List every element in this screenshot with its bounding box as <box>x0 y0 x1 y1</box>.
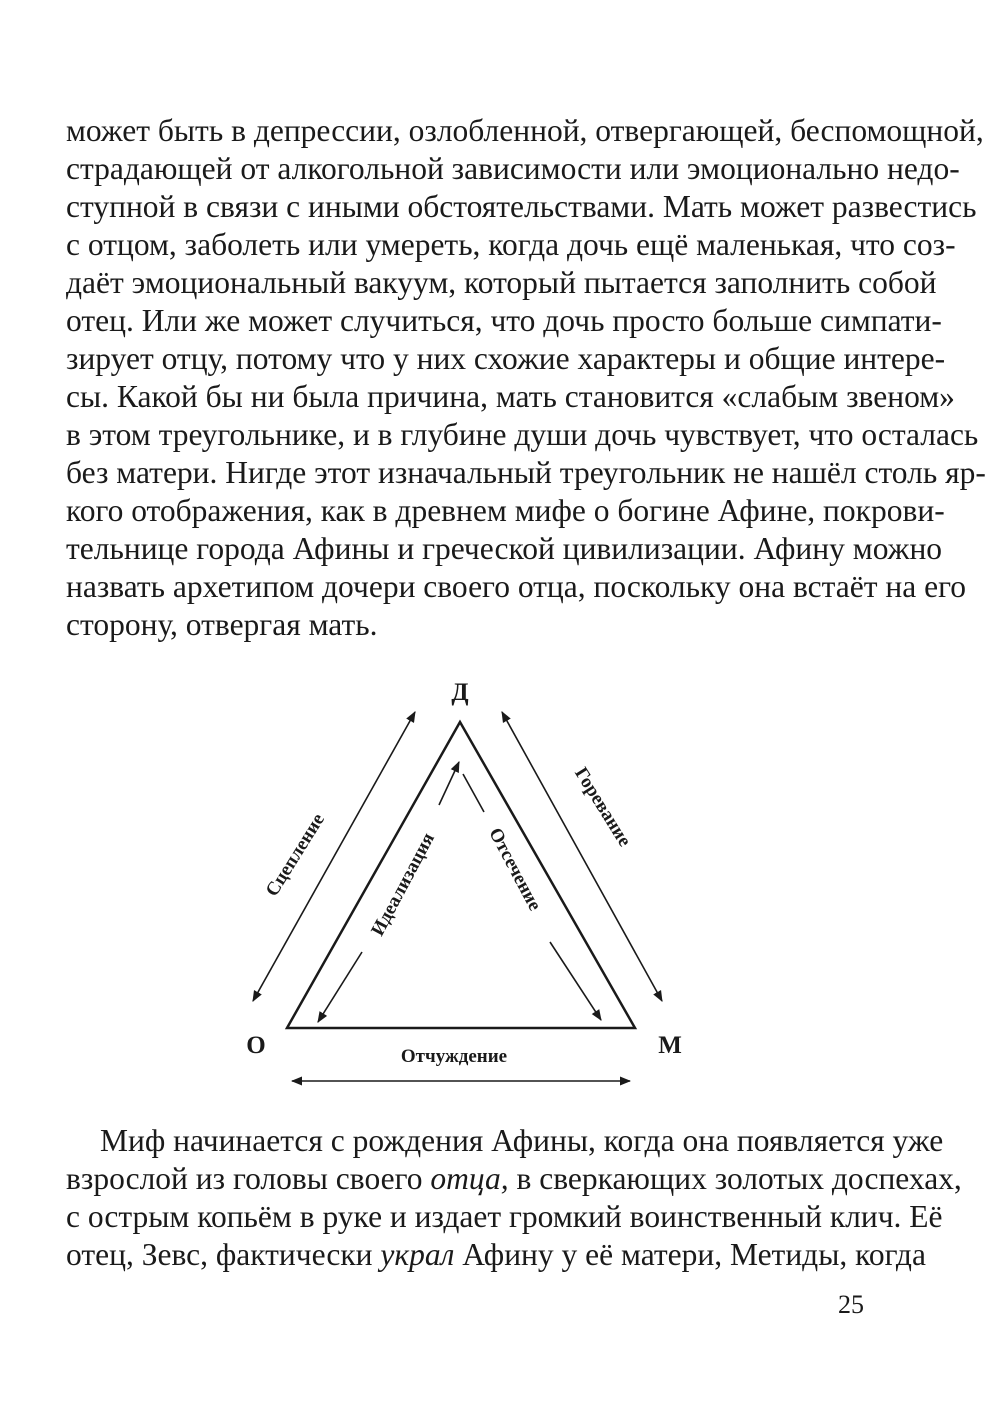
italic-text: отца, <box>430 1161 509 1196</box>
text-line: может быть в депрессии, озлобленной, отвергающей, беспомощной, <box>66 113 984 148</box>
text-line: без матери. Нигде этот изначальный треугольник не нашёл столь яр- <box>66 455 986 490</box>
arrow-left-outer <box>253 712 415 1001</box>
text-line: в этом треугольнике, и в глубине души дочь чувствует, что осталась <box>66 417 979 452</box>
text-line: сы. Какой бы ни была причина, мать становится «слабым звеном» <box>66 379 955 414</box>
edge-label-left-outer: Сцепление <box>261 809 330 901</box>
text-run: отец, Зевс, фактически <box>66 1237 381 1272</box>
italic-text: украл <box>380 1237 455 1272</box>
text-line: с отцом, заболеть или умереть, когда дочь ещё маленькая, что соз- <box>66 227 956 262</box>
text-line: сторону, отвергая мать. <box>66 607 378 642</box>
edge-label-right-outer: Горевание <box>570 763 636 851</box>
text-line: тельнице города Афины и греческой цивилизации. Афину можно <box>66 531 943 566</box>
text-line: кого отображения, как в древнем мифе о богине Афине, покрови- <box>66 493 945 528</box>
text-line: назвать архетипом дочери своего отца, поскольку она встаёт на его <box>66 569 966 604</box>
arrow-top-inner-left <box>439 762 459 805</box>
text-line: ступной в связи с иными обстоятельствами. Мать может развестись <box>66 189 977 224</box>
edge-label-right-inner: Отсечение <box>484 824 546 915</box>
text-line <box>66 1236 926 1274</box>
text-line: зирует отцу, потому что у них схожие характеры и общие интере- <box>66 341 946 376</box>
arrow-top-inner-right <box>463 774 484 812</box>
vertex-label-mother: М <box>658 1032 682 1059</box>
text-line: даёт эмоциональный вакуум, который пытается заполнить собой <box>66 265 937 300</box>
text-line: страдающей от алкогольной зависимости или эмоционально недо- <box>66 151 960 186</box>
edge-label-bottom: Отчуждение <box>400 1046 508 1067</box>
text-run: Афину у её матери, Метиды, когда <box>454 1237 926 1272</box>
text-run: взрослой из головы своего <box>66 1161 431 1196</box>
text-line: с острым копьём в руке и издает громкий воинственный клич. Её <box>66 1199 943 1234</box>
page-number: 25 <box>838 1290 864 1319</box>
text-line <box>66 1160 962 1198</box>
text-line: отец. Или же может случиться, что дочь просто больше симпати- <box>66 303 942 338</box>
text-line: Миф начинается с рождения Афины, когда она появляется уже <box>100 1123 944 1158</box>
edge-label-left-inner: Идеализация <box>367 829 440 940</box>
arrow-right-outer <box>502 712 662 1001</box>
text-run: в сверкающих золотых доспехах, <box>508 1161 962 1196</box>
vertex-label-daughter: Д <box>451 679 469 706</box>
family-triangle-diagram <box>220 660 700 1090</box>
vertex-label-father: О <box>246 1032 266 1059</box>
